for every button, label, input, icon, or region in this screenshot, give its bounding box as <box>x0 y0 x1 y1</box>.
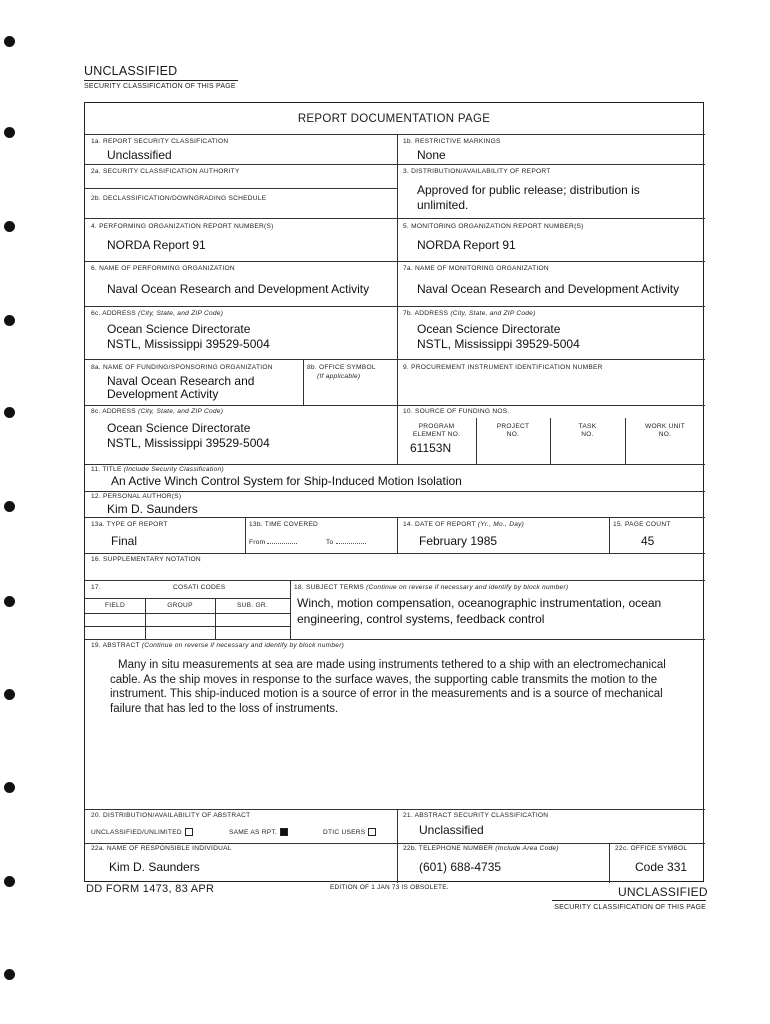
binder-hole <box>4 36 15 47</box>
field-15-label: 15. PAGE COUNT <box>613 521 671 528</box>
bottom-classification: UNCLASSIFIED <box>618 885 708 899</box>
subject-terms-line1: Winch, motion compensation, oceanographic instrumentation, ocean <box>297 596 662 610</box>
field-17-number: 17. <box>91 584 101 591</box>
field-8c-label: 8c. ADDRESS (City, State, and ZIP Code) <box>91 408 224 415</box>
field-1a-label: 1a. REPORT SECURITY CLASSIFICATION <box>91 138 229 145</box>
field-12-label: 12. PERSONAL AUTHOR(S) <box>91 493 182 500</box>
field-8b-hint: (If applicable) <box>317 373 361 380</box>
performing-address-line2: NSTL, Mississippi 39529-5004 <box>107 337 270 351</box>
funding-address-line2: NSTL, Mississippi 39529-5004 <box>107 436 270 450</box>
program-element-number: 61153N <box>410 441 452 455</box>
report-date: February 1985 <box>419 534 498 548</box>
monitoring-address-line1: Ocean Science Directorate <box>417 322 561 336</box>
funding-address-line1: Ocean Science Directorate <box>107 421 251 435</box>
responsible-individual: Kim D. Saunders <box>109 860 200 874</box>
project-no-label: PROJECT <box>496 423 530 430</box>
abstract-security-classification: Unclassified <box>419 823 484 837</box>
work-unit-label: WORK UNIT <box>645 423 685 430</box>
edition-note: EDITION OF 1 JAN 73 IS OBSOLETE. <box>330 884 449 891</box>
field-21-label: 21. ABSTRACT SECURITY CLASSIFICATION <box>403 812 549 819</box>
field-6a-label: 6. NAME OF PERFORMING ORGANIZATION <box>91 265 235 272</box>
binder-hole <box>4 407 15 418</box>
monitoring-address-line2: NSTL, Mississippi 39529-5004 <box>417 337 580 351</box>
field-22a-label: 22a. NAME OF RESPONSIBLE INDIVIDUAL <box>91 845 232 852</box>
binder-hole <box>4 782 15 793</box>
field-13b-label: 13b. TIME COVERED <box>249 521 318 528</box>
field-2a-label: 2a. SECURITY CLASSIFICATION AUTHORITY <box>91 168 240 175</box>
field-18-label: 18. SUBJECT TERMS (Continue on reverse if necessary and identify by block number) <box>294 584 569 591</box>
field-22c-label: 22c. OFFICE SYMBOL <box>615 845 688 852</box>
report-documentation-form <box>84 102 704 882</box>
time-covered-from: From <box>249 539 297 546</box>
performing-organization: Naval Ocean Research and Development Activity <box>107 282 370 296</box>
top-classification-label: SECURITY CLASSIFICATION OF THIS PAGE <box>84 80 238 90</box>
field-22b-label: 22b. TELEPHONE NUMBER (Include Area Code) <box>403 845 559 852</box>
program-element-label: PROGRAM <box>418 423 455 430</box>
field-3-label: 3. DISTRIBUTION/AVAILABILITY OF REPORT <box>403 168 551 175</box>
project-no-label: NO. <box>506 431 520 438</box>
field-4-label: 4. PERFORMING ORGANIZATION REPORT NUMBER(S) <box>91 223 274 230</box>
field-5-label: 5. MONITORING ORGANIZATION REPORT NUMBER(S) <box>403 223 584 230</box>
funding-organization-line2: Development Activity <box>107 387 219 401</box>
bottom-classification-label: SECURITY CLASSIFICATION OF THIS PAGE <box>552 900 706 911</box>
binder-hole <box>4 501 15 512</box>
telephone-number: (601) 688-4735 <box>419 860 502 874</box>
performing-address-line1: Ocean Science Directorate <box>107 322 251 336</box>
field-8a-label: 8a. NAME OF FUNDING/SPONSORING ORGANIZATION <box>91 364 273 371</box>
program-element-label: ELEMENT NO. <box>412 431 461 438</box>
field-6c-label: 6c. ADDRESS (City, State, and ZIP Code) <box>91 310 224 317</box>
cosati-subgroup-header: SUB. GR. <box>237 602 268 609</box>
field-19-label: 19. ABSTRACT (Continue on reverse if necessary and identify by block number) <box>91 642 345 649</box>
monitoring-organization: Naval Ocean Research and Development Activity <box>417 282 680 296</box>
cosati-group-header: GROUP <box>167 602 193 609</box>
task-no-label: NO. <box>581 431 594 438</box>
report-title: An Active Winch Control System for Ship-Induced Motion Isolation <box>111 474 462 488</box>
option-unclassified-unlimited: UNCLASSIFIED/UNLIMITED <box>91 828 193 836</box>
office-symbol: Code 331 <box>635 860 688 874</box>
distribution-availability: Approved for public release; distribution is unlimited. <box>417 183 640 212</box>
binder-hole <box>4 221 15 232</box>
field-7b-label: 7b. ADDRESS (City, State, and ZIP Code) <box>403 310 536 317</box>
field-14-label: 14. DATE OF REPORT (Yr., Mo., Day) <box>403 521 525 528</box>
top-classification: UNCLASSIFIED <box>84 64 178 78</box>
field-1b-label: 1b. RESTRICTIVE MARKINGS <box>403 138 501 145</box>
field-9-label: 9. PROCUREMENT INSTRUMENT IDENTIFICATION NUMBER <box>403 364 603 371</box>
binder-hole <box>4 315 15 326</box>
performing-report-number: NORDA Report 91 <box>107 238 206 252</box>
field-8b-label: 8b. OFFICE SYMBOL <box>307 364 376 371</box>
binder-hole <box>4 876 15 887</box>
binder-hole <box>4 969 15 980</box>
page-count: 45 <box>641 534 655 548</box>
form-identifier: DD FORM 1473, 83 APR <box>86 883 215 895</box>
personal-author: Kim D. Saunders <box>107 502 198 516</box>
subject-terms-line2: engineering, control systems, feedback control <box>297 612 545 626</box>
option-dtic-users: DTIC USERS <box>323 828 376 836</box>
time-covered-to: To <box>326 539 366 546</box>
monitoring-report-number: NORDA Report 91 <box>417 238 516 252</box>
field-20-label: 20. DISTRIBUTION/AVAILABILITY OF ABSTRACT <box>91 812 251 819</box>
checkbox-filled-icon <box>280 828 288 836</box>
form-title: REPORT DOCUMENTATION PAGE <box>297 113 491 125</box>
field-13a-label: 13a. TYPE OF REPORT <box>91 521 168 528</box>
task-no-label: TASK <box>578 423 597 430</box>
field-16-label: 16. SUPPLEMENTARY NOTATION <box>91 556 201 563</box>
funding-organization-line1: Naval Ocean Research and <box>107 374 255 388</box>
report-type: Final <box>111 534 138 548</box>
field-11-label: 11. TITLE (Include Security Classification) <box>91 466 224 473</box>
binder-hole <box>4 127 15 138</box>
cosati-field-header: FIELD <box>105 602 125 609</box>
field-7a-label: 7a. NAME OF MONITORING ORGANIZATION <box>403 265 549 272</box>
abstract-text: Many in situ measurements at sea are made using instruments tethered to a ship with an electromechanical cable. As the ship moves in response to the surface waves, the supporting cable transmits the motion to the instrument. This ship-induced motion is a source of error in the measurements and is a source of mechanical failure that has led to the loss of instruments. <box>110 659 666 715</box>
field-17-label: COSATI CODES <box>173 584 226 591</box>
restrictive-markings: None <box>417 148 446 162</box>
report-security-classification: Unclassified <box>107 148 172 162</box>
checkbox-empty-icon <box>368 828 376 836</box>
option-same-as-rpt: SAME AS RPT. <box>229 828 288 836</box>
checkbox-empty-icon <box>185 828 193 836</box>
binder-hole <box>4 689 15 700</box>
field-10-label: 10. SOURCE OF FUNDING NOS. <box>403 408 510 415</box>
binder-hole <box>4 596 15 607</box>
field-2b-label: 2b. DECLASSIFICATION/DOWNGRADING SCHEDULE <box>91 195 267 202</box>
work-unit-label: NO. <box>658 431 672 438</box>
